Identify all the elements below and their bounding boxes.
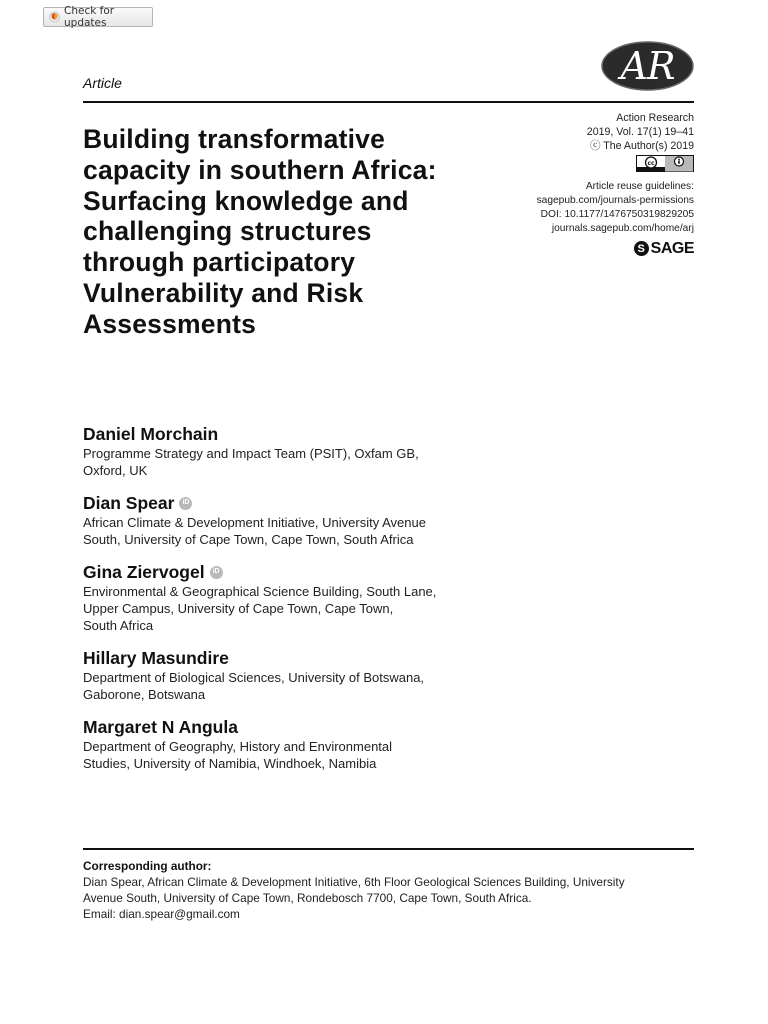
author-name[interactable]: Daniel Morchain [83, 424, 219, 444]
author-affiliation: Department of Geography, History and Environmental Studies, University of Namibia, Windhoek, Namibia [83, 739, 393, 771]
footer-divider [83, 848, 694, 850]
journal-volume: 2019, Vol. 17(1) 19–41 [586, 126, 694, 138]
author-name[interactable]: Hillary Masundire [83, 648, 229, 668]
header-divider [83, 101, 694, 103]
corresponding-author-email[interactable]: Email: dian.spear@gmail.com [83, 907, 240, 921]
journal-metadata [454, 111, 694, 256]
reuse-guidelines-label: Article reuse guidelines: [585, 181, 694, 192]
author-name[interactable]: Dian Spear iD [83, 492, 503, 514]
author-affiliation: African Climate & Development Initiative, University Avenue South, University of Cape Town, Cape Town, South Africa [83, 515, 426, 547]
author-affiliation: Environmental & Geographical Science Building, South Lane, Upper Campus, University of Cape Town, Cape Town, South Africa [83, 584, 437, 633]
author-name[interactable]: Gina Ziervogel iD [83, 561, 503, 583]
corresponding-author-address: Dian Spear, African Climate & Development Initiative, 6th Floor Geological Sciences Building, University Avenue South, University of Cape Town, Rondebosch 7700, Cape Town, South Africa. [83, 875, 625, 905]
author-affiliation: Department of Biological Sciences, University of Botswana, Gaborone, Botswana [83, 670, 425, 702]
check-updates-icon [49, 11, 60, 23]
check-for-updates-label: Check for updates [64, 5, 115, 29]
author-entry [83, 492, 503, 548]
author-entry [83, 716, 503, 772]
sage-icon: S [634, 241, 649, 256]
cc-by-icon[interactable] [636, 155, 694, 172]
doi-link[interactable]: DOI: 10.1177/1476750319829205 [540, 209, 694, 220]
author-entry [83, 423, 503, 479]
sage-logo [634, 241, 694, 256]
author-list [83, 423, 503, 785]
reuse-guidelines-link[interactable]: sagepub.com/journals-permissions [536, 195, 694, 206]
corresponding-author-heading: Corresponding author: [83, 859, 212, 873]
journal-home-link[interactable]: journals.sagepub.com/home/arj [551, 223, 694, 234]
publisher-name: SAGE [650, 239, 694, 257]
author-entry [83, 561, 503, 634]
article-type-label: Article [83, 75, 122, 91]
journal-logo-text: AR [620, 44, 675, 88]
svg-text:cc: cc [647, 160, 655, 167]
copyright-notice: ⓒ The Author(s) 2019 [589, 140, 694, 152]
orcid-icon[interactable]: iD [210, 566, 223, 579]
check-for-updates-button[interactable] [43, 7, 153, 27]
article-title: Building transformative capacity in southern Africa: Surfacing knowledge and challenging structures through participatory Vulnerability and Risk Assessments [83, 124, 437, 339]
orcid-icon[interactable]: iD [179, 497, 192, 510]
corresponding-author [83, 858, 695, 922]
author-affiliation: Programme Strategy and Impact Team (PSIT), Oxfam GB, Oxford, UK [83, 446, 419, 478]
author-name[interactable]: Margaret N Angula [83, 717, 238, 737]
author-entry [83, 647, 503, 703]
journal-name: Action Research [616, 112, 694, 124]
